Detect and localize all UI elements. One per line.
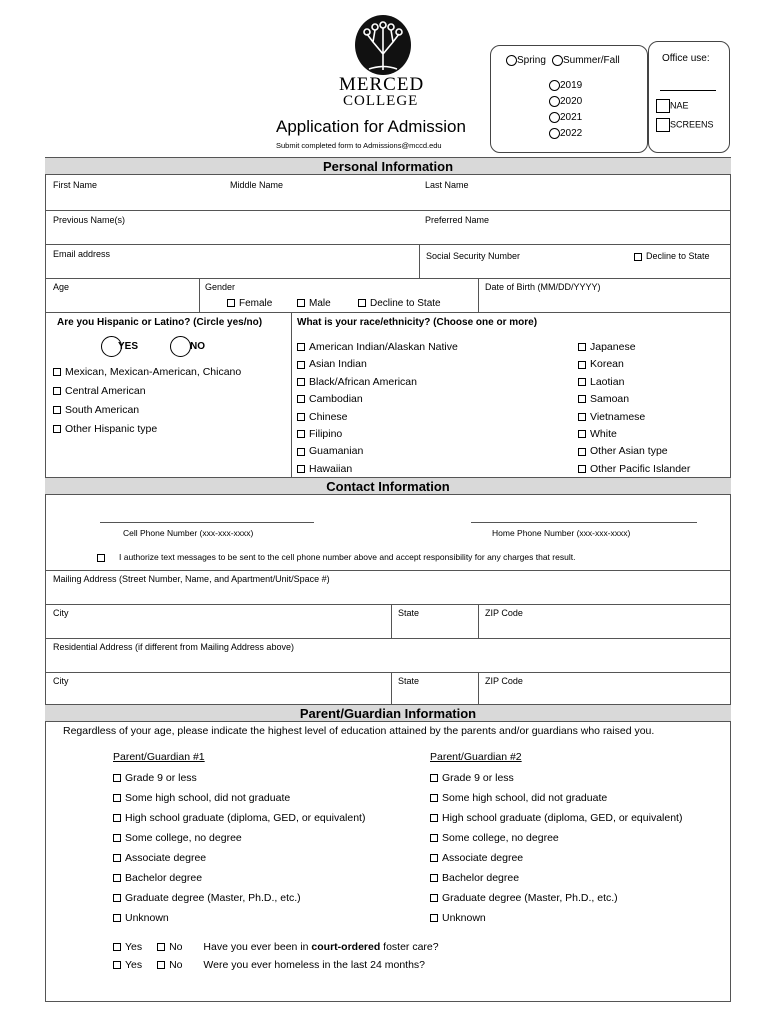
- checkbox-icon[interactable]: [634, 253, 642, 261]
- homeless-question: Were you ever homeless in the last 24 months?: [203, 959, 426, 971]
- year-2022[interactable]: 2022: [549, 128, 582, 139]
- checkbox-icon[interactable]: [578, 413, 586, 421]
- checkbox-icon[interactable]: [53, 387, 61, 395]
- hispanic-option[interactable]: Other Hispanic type: [53, 423, 157, 435]
- college-logo: [333, 14, 433, 114]
- hispanic-option[interactable]: Mexican, Mexican-American, Chicano: [53, 366, 241, 378]
- guardian-1-education-option[interactable]: Bachelor degree: [113, 872, 202, 884]
- homeless-yes[interactable]: Yes: [113, 959, 142, 971]
- gender-female[interactable]: Female: [227, 298, 272, 309]
- guardian-2-title: Parent/Guardian #2: [430, 751, 522, 763]
- preferred-name-label: Preferred Name: [425, 215, 490, 225]
- year-2019[interactable]: 2019: [549, 80, 582, 91]
- checkbox-icon[interactable]: [656, 99, 670, 113]
- race-option[interactable]: Other Asian type: [578, 445, 668, 457]
- checkbox-icon[interactable]: [113, 961, 121, 969]
- hispanic-option[interactable]: Central American: [53, 385, 146, 397]
- office-nae[interactable]: NAE: [656, 99, 689, 113]
- race-option[interactable]: Cambodian: [297, 393, 363, 405]
- mailing-address-label: Mailing Address (Street Number, Name, and Apartment/Unit/Space #): [53, 574, 330, 584]
- foster-care-row: [113, 941, 439, 953]
- checkbox-icon[interactable]: [113, 814, 121, 822]
- race-option[interactable]: Filipino: [297, 428, 342, 440]
- guardian-1-education-option[interactable]: Graduate degree (Master, Ph.D., etc.): [113, 892, 301, 904]
- logo-text-merced: MERCED: [339, 74, 425, 95]
- checkbox-icon[interactable]: [297, 430, 305, 438]
- guardian-1-education-option[interactable]: Grade 9 or less: [113, 772, 197, 784]
- decline-ssn-checkbox[interactable]: Decline to State: [634, 251, 710, 261]
- guardian-1-education-option[interactable]: Some high school, did not graduate: [113, 792, 290, 804]
- checkbox-icon[interactable]: [157, 961, 165, 969]
- checkbox-icon[interactable]: [297, 448, 305, 456]
- radio-circle-icon[interactable]: [552, 55, 563, 66]
- hispanic-question: Are you Hispanic or Latino? (Circle yes/no): [57, 317, 263, 328]
- guardian-2-education-option[interactable]: Graduate degree (Master, Ph.D., etc.): [430, 892, 618, 904]
- previous-names-label: Previous Name(s): [53, 215, 126, 225]
- checkbox-icon[interactable]: [113, 894, 121, 902]
- race-option[interactable]: Asian Indian: [297, 358, 367, 370]
- gender-label: Gender: [205, 282, 236, 292]
- checkbox-icon[interactable]: [430, 774, 438, 782]
- state-label: State: [398, 608, 420, 618]
- office-use-title: Office use:: [662, 53, 710, 64]
- year-2020[interactable]: 2020: [549, 96, 582, 107]
- race-question: What is your race/ethnicity? (Choose one or more): [297, 317, 538, 328]
- state-label-2: State: [398, 676, 420, 686]
- checkbox-icon[interactable]: [430, 854, 438, 862]
- checkbox-icon[interactable]: [578, 448, 586, 456]
- checkbox-icon[interactable]: [430, 894, 438, 902]
- zip-label: ZIP Code: [485, 608, 523, 618]
- guardian-1-education-option[interactable]: Unknown: [113, 912, 169, 924]
- ssn-label: Social Security Number: [426, 251, 521, 261]
- term-summer-fall[interactable]: Summer/Fall: [552, 55, 620, 66]
- homeless-no[interactable]: No: [157, 959, 182, 971]
- guardian-2-education-option[interactable]: Unknown: [430, 912, 486, 924]
- checkbox-icon[interactable]: [157, 943, 165, 951]
- gender-male[interactable]: Male: [297, 298, 331, 309]
- checkbox-icon[interactable]: [297, 343, 305, 351]
- email-label: Email address: [53, 249, 111, 259]
- guardian-1-education-option[interactable]: High school graduate (diploma, GED, or equivalent): [113, 812, 365, 824]
- checkbox-icon[interactable]: [227, 299, 235, 307]
- foster-yes[interactable]: Yes: [113, 941, 142, 953]
- checkbox-icon[interactable]: [113, 774, 121, 782]
- race-option[interactable]: Hawaiian: [297, 463, 352, 475]
- guardian-2-education-option[interactable]: Grade 9 or less: [430, 772, 514, 784]
- guardian-2-education-option[interactable]: Associate degree: [430, 852, 523, 864]
- race-option[interactable]: Black/African American: [297, 376, 417, 388]
- no-circle-icon[interactable]: [170, 336, 191, 357]
- checkbox-icon[interactable]: [430, 794, 438, 802]
- radio-circle-icon[interactable]: [549, 112, 560, 123]
- race-option[interactable]: Other Pacific Islander: [578, 463, 690, 475]
- checkbox-icon[interactable]: [430, 814, 438, 822]
- race-option[interactable]: Guamanian: [297, 445, 363, 457]
- page-subtitle: Submit completed form to Admissions@mccd.edu: [276, 141, 442, 150]
- checkbox-icon[interactable]: [430, 874, 438, 882]
- guardian-1-education-option[interactable]: Associate degree: [113, 852, 206, 864]
- foster-no[interactable]: No: [157, 941, 182, 953]
- checkbox-icon[interactable]: [113, 794, 121, 802]
- checkbox-icon[interactable]: [578, 395, 586, 403]
- guardian-2-education-option[interactable]: Some college, no degree: [430, 832, 559, 844]
- radio-circle-icon[interactable]: [549, 128, 560, 139]
- checkbox-icon[interactable]: [297, 299, 305, 307]
- checkbox-icon[interactable]: [358, 299, 366, 307]
- logo-text-college: COLLEGE: [343, 93, 419, 109]
- guardian-1-title: Parent/Guardian #1: [113, 751, 205, 763]
- hispanic-option[interactable]: South American: [53, 404, 139, 416]
- section-contact-heading: Contact Information: [45, 477, 731, 495]
- race-option[interactable]: Laotian: [578, 376, 624, 388]
- first-name-label: First Name: [53, 180, 98, 190]
- office-screens[interactable]: SCREENS: [656, 118, 714, 132]
- checkbox-icon[interactable]: [113, 914, 121, 922]
- zip-label-2: ZIP Code: [485, 676, 523, 686]
- checkbox-icon[interactable]: [113, 854, 121, 862]
- dob-label: Date of Birth (MM/DD/YYYY): [485, 282, 601, 292]
- section-parent-heading: Parent/Guardian Information: [45, 704, 731, 722]
- hispanic-yes[interactable]: YES: [101, 336, 138, 357]
- race-option[interactable]: Korean: [578, 358, 624, 370]
- page-title: Application for Admission: [276, 117, 466, 136]
- checkbox-icon[interactable]: [53, 368, 61, 376]
- checkbox-icon[interactable]: [113, 874, 121, 882]
- homeless-row: [113, 959, 425, 971]
- race-option[interactable]: Japanese: [578, 341, 636, 353]
- race-option[interactable]: Samoan: [578, 393, 629, 405]
- term-spring[interactable]: Spring: [506, 55, 546, 66]
- race-option[interactable]: American Indian/Alaskan Native: [297, 341, 458, 353]
- checkbox-icon[interactable]: [113, 834, 121, 842]
- checkbox-icon[interactable]: [53, 425, 61, 433]
- guardian-2-education-option[interactable]: High school graduate (diploma, GED, or equivalent): [430, 812, 682, 824]
- foster-question: Have you ever been in court-ordered foster care?: [203, 941, 439, 953]
- home-phone-label: Home Phone Number (xxx-xxx-xxxx): [492, 528, 631, 538]
- residential-address-label: Residential Address (if different from Mailing Address above): [53, 642, 294, 652]
- authorize-text-checkbox[interactable]: I authorize text messages to be sent to the cell phone number above and accept responsibility for any charges that result.: [97, 552, 575, 562]
- checkbox-icon[interactable]: [97, 554, 105, 562]
- city-label: City: [53, 608, 69, 618]
- checkbox-icon[interactable]: [297, 465, 305, 473]
- radio-circle-icon[interactable]: [549, 96, 560, 107]
- year-2021[interactable]: 2021: [549, 112, 582, 123]
- gender-decline[interactable]: Decline to State: [358, 298, 441, 309]
- hispanic-no[interactable]: NO: [170, 336, 205, 357]
- checkbox-icon[interactable]: [578, 465, 586, 473]
- tree-logo-icon: [333, 14, 433, 76]
- checkbox-icon[interactable]: [430, 914, 438, 922]
- checkbox-icon[interactable]: [53, 406, 61, 414]
- checkbox-icon[interactable]: [297, 378, 305, 386]
- age-label: Age: [53, 282, 70, 292]
- section-personal-heading: Personal Information: [45, 157, 731, 175]
- checkbox-icon[interactable]: [430, 834, 438, 842]
- race-option[interactable]: White: [578, 428, 617, 440]
- radio-circle-icon[interactable]: [549, 80, 560, 91]
- checkbox-icon[interactable]: [297, 361, 305, 369]
- checkbox-icon[interactable]: [113, 943, 121, 951]
- checkbox-icon[interactable]: [578, 430, 586, 438]
- middle-name-label: Middle Name: [230, 180, 284, 190]
- guardian-2-education-option[interactable]: Bachelor degree: [430, 872, 519, 884]
- last-name-label: Last Name: [425, 180, 469, 190]
- checkbox-icon[interactable]: [297, 395, 305, 403]
- checkbox-icon[interactable]: [578, 361, 586, 369]
- parent-intro: Regardless of your age, please indicate the highest level of education attained by the parents and/or guardians who raised you.: [63, 725, 655, 737]
- race-option[interactable]: Vietnamese: [578, 411, 645, 423]
- radio-circle-icon[interactable]: [506, 55, 517, 66]
- race-option[interactable]: Chinese: [297, 411, 348, 423]
- checkbox-icon[interactable]: [297, 413, 305, 421]
- checkbox-icon[interactable]: [656, 118, 670, 132]
- city-label-2: City: [53, 676, 69, 686]
- guardian-1-education-option[interactable]: Some college, no degree: [113, 832, 242, 844]
- guardian-2-education-option[interactable]: Some high school, did not graduate: [430, 792, 607, 804]
- checkbox-icon[interactable]: [578, 343, 586, 351]
- checkbox-icon[interactable]: [578, 378, 586, 386]
- cell-phone-label: Cell Phone Number (xxx-xxx-xxxx): [123, 528, 254, 538]
